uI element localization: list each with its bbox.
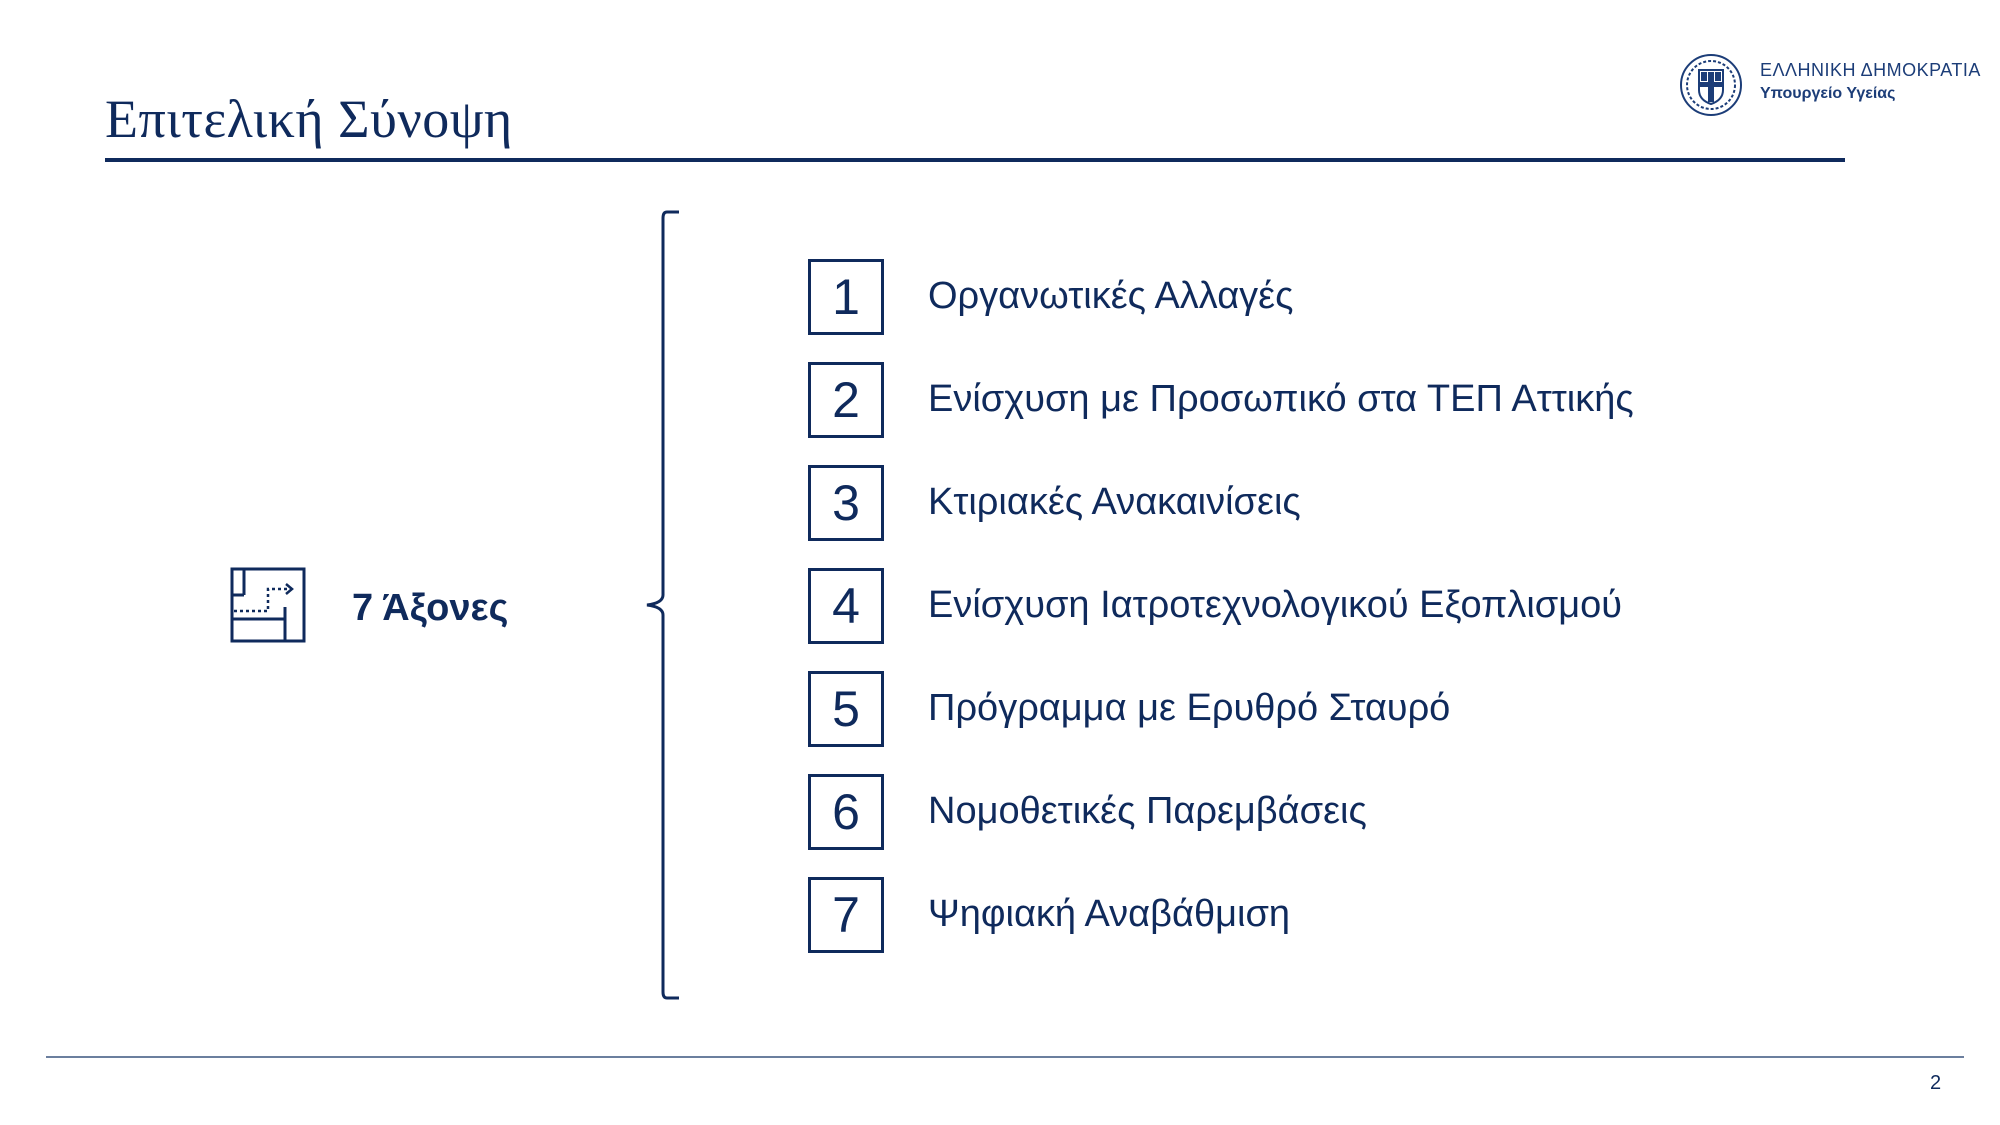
- axis-label: Κτιριακές Ανακαινίσεις: [928, 481, 1301, 523]
- greek-coat-of-arms-icon: [1666, 50, 1756, 120]
- page-title: Επιτελική Σύνοψη: [105, 89, 513, 149]
- axes-summary-label: 7 Άξονες: [352, 587, 509, 629]
- logo-text: [1760, 58, 1981, 106]
- axis-number: 2: [808, 362, 884, 438]
- axis-item: [808, 259, 1808, 335]
- logo-country: ΕΛΛΗΝΙΚΗ ΔΗΜΟΚΡΑΤΙΑ: [1760, 60, 1981, 80]
- axis-item: [808, 362, 1808, 438]
- axis-item: [808, 774, 1808, 850]
- axis-number: 4: [808, 568, 884, 644]
- axis-number: 1: [808, 259, 884, 335]
- title-underline: [105, 158, 1845, 162]
- axis-item: [808, 568, 1808, 644]
- axis-item: [808, 877, 1808, 953]
- axis-item: [808, 671, 1808, 747]
- page-number: 2: [1930, 1072, 1942, 1094]
- axis-item: [808, 465, 1808, 541]
- axis-label: Νομοθετικές Παρεμβάσεις: [928, 790, 1367, 832]
- axis-number: 6: [808, 774, 884, 850]
- axis-label: Ενίσχυση Ιατροτεχνολογικού Εξοπλισμού: [928, 584, 1623, 626]
- axis-label: Ενίσχυση με Προσωπικό στα ΤΕΠ Αττικής: [928, 378, 1634, 420]
- axis-number: 7: [808, 877, 884, 953]
- floor-plan-path-icon: [230, 567, 306, 643]
- axis-label: Ψηφιακή Αναβάθμιση: [928, 893, 1291, 935]
- footer-divider: [46, 1056, 1964, 1058]
- logo-ministry: Υπουργείο Υγείας: [1760, 85, 1896, 102]
- curly-brace: [635, 210, 685, 1000]
- axis-label: Πρόγραμμα με Ερυθρό Σταυρό: [928, 687, 1451, 729]
- axis-number: 3: [808, 465, 884, 541]
- axis-number: 5: [808, 671, 884, 747]
- axis-label: Οργανωτικές Αλλαγές: [928, 275, 1294, 317]
